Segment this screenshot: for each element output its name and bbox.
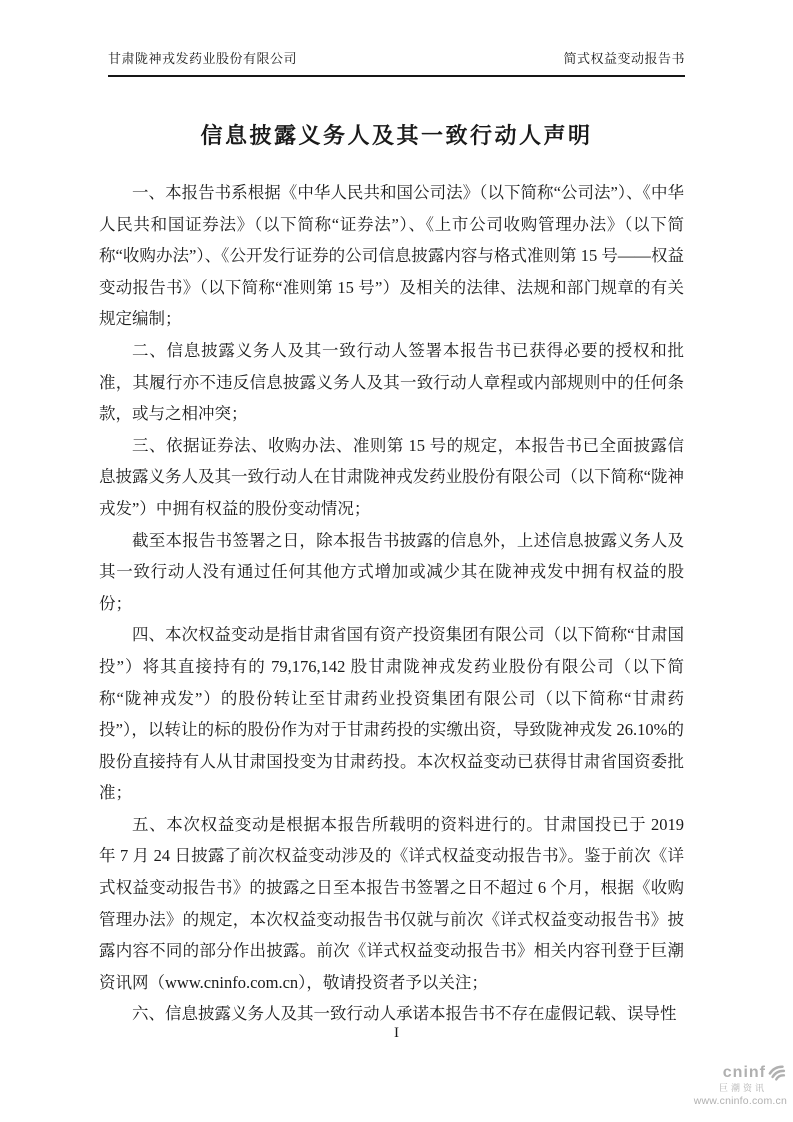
section-title: 信息披露义务人及其一致行动人声明 [200,123,593,148]
paragraph-1: 一、本报告书系根据《中华人民共和国公司法》（以下简称“公司法”）、《中华人民共和国证券法》（以下简称“证券法”）、《上市公司收购管理办法》（以下简称“收购办法”）、《公开发行证券的公司信息披露内容与格式准则第 15 号——权益变动报告书》（以下简称“准则第 15 号”）及相关的法律、法规和部门规章的有关规定编制； [99,183,684,329]
page-header [108,51,685,77]
paragraph-2: 二、信息披露义务人及其一致行动人签署本报告书已获得必要的授权和批准，其履行亦不违反信息披露义务人及其一致行动人章程或内部规则中的任何条款，或与之相冲突； [99,340,684,424]
cninfo-url: www.cninfo.com.cn [693,1095,787,1107]
page-number: I [394,1025,399,1041]
cninfo-watermark [677,1063,787,1107]
paragraph-7: 六、信息披露义务人及其一致行动人承诺本报告书不存在虚假记载、误导性 [132,1004,677,1024]
cninfo-brand-text: cninf [722,1063,766,1081]
paragraph-3: 三、依据证券法、收购办法、准则第 15 号的规定，本报告书已全面披露信息披露义务人及其一致行动人在甘肃陇神戎发药业股份有限公司（以下简称“陇神戎发”）中拥有权益的股份变动情况； [99,435,684,518]
paragraph-6: 五、本次权益变动是根据本报告所载明的资料进行的。甘肃国投已于 2019 年 7 月 24 日披露了前次权益变动涉及的《详式权益变动报告书》。鉴于前次《详式权益变动报告书》的披露之日至本报告书签署之日不超过 6 个月，根据《收购管理办法》的规定，本次权益变动报告书仅就与前次《详式权益变动报告书》披露内容不同的部分作出披露。前次《详式权益变动报告书》相关内容刊登于巨潮资讯网（www.cninfo.com.cn），敬请投资者予以关注； [99,814,684,992]
paragraph-4: 截至本报告书签署之日，除本报告书披露的信息外，上述信息披露义务人及其一致行动人没有通过任何其他方式增加或减少其在陇神戎发中拥有权益的股份； [99,530,684,613]
header-company-name: 甘肃陇神戎发药业股份有限公司 [108,51,298,66]
paragraph-5: 四、本次权益变动是指甘肃省国有资产投资集团有限公司（以下简称“甘肃国投”）将其直接持有的 79,176,142 股甘肃陇神戎发药业股份有限公司（以下简称“陇神戎发”）的股份转让至甘肃药业投资集团有限公司（以下简称“甘肃药投”），以转让的标的股份作为对于甘肃药投的实缴出资，导致陇神戎发 26.10%的股份直接持有人从甘肃国投变为甘肃药投。本次权益变动已获得甘肃省国资委批准； [99,625,684,803]
document-body [99,177,684,1030]
cninfo-brand-row [677,1063,787,1082]
cninfo-swirl-icon [768,1063,787,1082]
header-report-title: 简式权益变动报告书 [563,51,685,66]
cninfo-caption: 巨潮资讯 [718,1083,767,1093]
